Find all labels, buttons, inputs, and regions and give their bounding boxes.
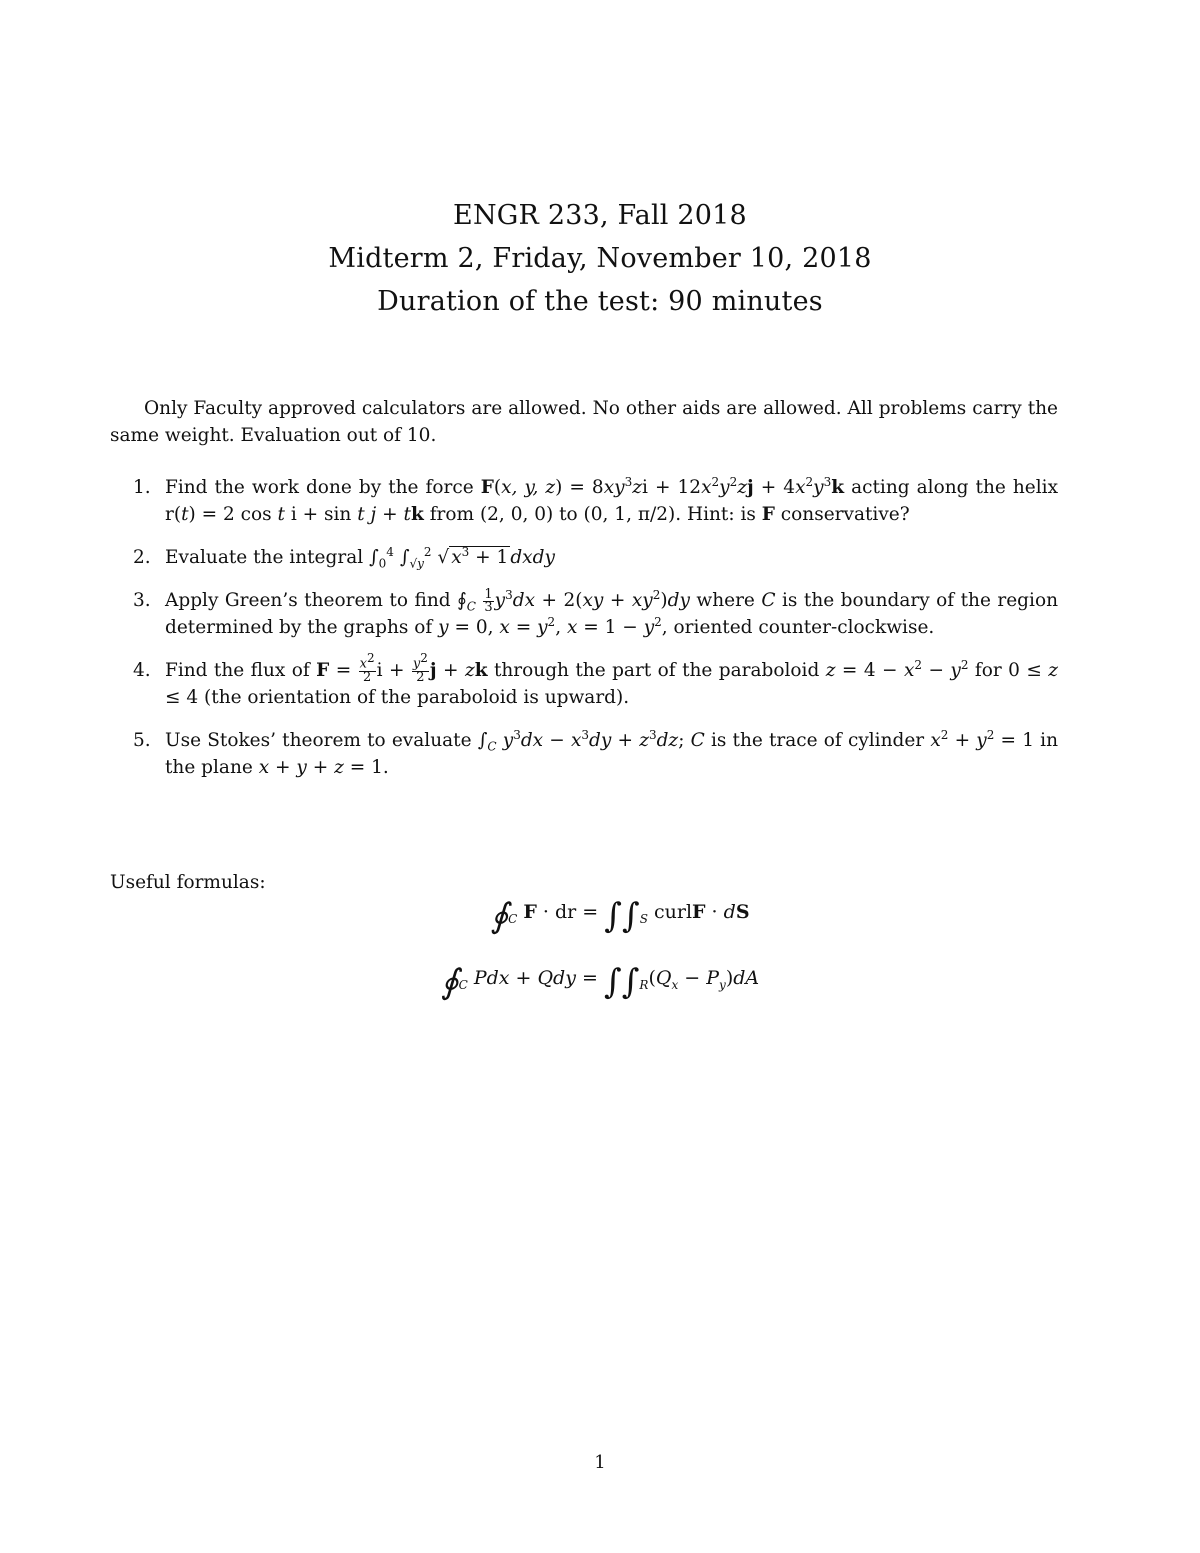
useful-formulas-label: Useful formulas: (110, 872, 266, 893)
problem-number: 5. (133, 730, 151, 751)
page-number: 1 (594, 1452, 606, 1473)
exam-title: Midterm 2, Friday, November 10, 2018 (328, 243, 872, 274)
problem-5: 5. Use Stokes’ theorem to evaluate $\int_C$ $y^3dx - x^3dy + z^3dz$; C is the trace of cylinder $x^2 + y^2 = 1$ in the plane x + y + z = 1. (133, 727, 1058, 778)
exam-header (0, 194, 1200, 323)
stokes-formula: $∮_C$ F · dr = $\int\int_S$ curlF · dS (490, 896, 750, 936)
problem-list (110, 474, 1058, 797)
instructions: Only Faculty approved calculators are allowed. No other aids are allowed. All problems carry the same weight. Evaluation out of 10. (110, 398, 1058, 446)
exam-duration: Duration of the test: 90 minutes (377, 286, 823, 317)
problem-number: 3. (133, 590, 151, 611)
problem-4: 4. Find the flux of F = $\frac{x^2}{2}$ i + $\frac{y^2}{2}$ j + zk through the part of the paraboloid $z = 4 - x^2 - y^2$ for 0 ≤ z ≤ 4 (the orientation of the paraboloid is upward). (133, 651, 1059, 708)
problem-number: 2. (133, 547, 151, 568)
problem-1: 1. Find the work done by the force F(x, y, $z) = 8xy^3zi + 12x^2y^2zj + 4x^2y^3k$ acting along the helix r(t) = 2 cos t i + sin t j + tk from (2, 0, 0) to (0, 1, π/2). Hint: is F conservative? (133, 474, 1059, 525)
course-title: ENGR 233, Fall 2018 (453, 200, 747, 231)
problem-3: 3. Apply Green’s theorem to find $∮_C$ $\frac{1}{3}$ $y^3dx + 2(xy + xy^2)dy$ where C is the boundary of the region determined by the graphs of y = 0, $x = y^2$, $x = 1 - y^2$, oriented counter-clockwise. (133, 586, 1058, 638)
greens-formula: $∮_C$ Pdx + Qdy = $\int\int_R(Q_x - P_y)dA$ (440, 962, 760, 1002)
problem-number: 4. (133, 660, 151, 681)
problem-2: 2. Evaluate the integral $\int_0^4$ $\int_{√y}^2$ √ $x^3 + 1$ dxdy (133, 544, 555, 571)
problem-number: 1. (133, 477, 151, 498)
